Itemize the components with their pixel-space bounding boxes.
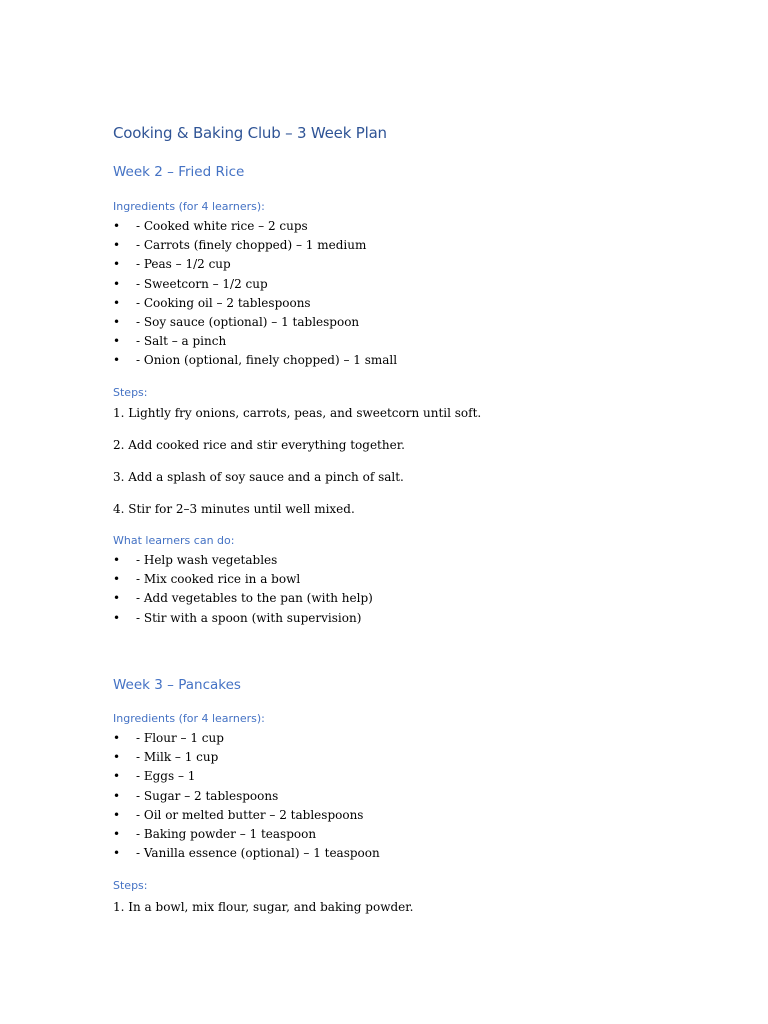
bullet-icon: • [113, 731, 121, 745]
ingredient-text: - Baking powder – 1 teaspoon [136, 826, 317, 841]
week-2-step-3: 3. Add a splash of soy sauce and a pinch of salt. [113, 470, 404, 484]
ingredient-text: - Milk – 1 cup [136, 750, 219, 765]
ingredient-text: - Eggs – 1 [136, 769, 196, 784]
bullet-icon: • [113, 276, 121, 291]
bullet-icon: • [113, 807, 121, 822]
ingredient-text: - Sugar – 2 tablespoons [136, 788, 279, 803]
bullet-icon: • [113, 750, 121, 765]
ingredient-text: - Onion (optional, finely chopped) – 1 small [136, 353, 398, 368]
week-2-step-1: 1. Lightly fry onions, carrots, peas, and sweetcorn until soft. [113, 406, 482, 420]
learner-task-text: - Help wash vegetables [136, 553, 278, 567]
bullet-icon: • [113, 295, 121, 310]
bullet-icon: • [113, 591, 121, 606]
week-2-ingredients-heading: Ingredients (for 4 learners): [113, 200, 265, 213]
learner-task-text: - Stir with a spoon (with supervision) [136, 610, 362, 625]
week-2-learners-heading: What learners can do: [113, 534, 235, 547]
bullet-icon: • [113, 238, 121, 253]
bullet-icon: • [113, 334, 121, 349]
week-2-steps-heading: Steps: [113, 386, 148, 399]
bullet-icon: • [113, 826, 121, 841]
week-3-heading: Week 3 – Pancakes [113, 677, 241, 693]
week-3-ingredients-heading: Ingredients (for 4 learners): [113, 712, 265, 725]
bullet-icon: • [113, 788, 121, 803]
bullet-icon: • [113, 610, 121, 625]
ingredient-text: - Salt – a pinch [136, 334, 227, 349]
bullet-icon: • [113, 257, 121, 272]
ingredient-text: - Soy sauce (optional) – 1 tablespoon [136, 314, 360, 329]
bullet-icon: • [113, 572, 121, 587]
week-3-steps-heading: Steps: [113, 879, 148, 892]
ingredient-text: - Sweetcorn – 1/2 cup [136, 276, 268, 291]
bullet-icon: • [113, 846, 121, 861]
bullet-icon: • [113, 353, 121, 368]
ingredient-text: - Carrots (finely chopped) – 1 medium [136, 238, 367, 253]
learner-task-text: - Add vegetables to the pan (with help) [136, 591, 373, 606]
ingredient-text: - Flour – 1 cup [136, 731, 224, 745]
ingredient-text: - Peas – 1/2 cup [136, 257, 231, 272]
week-3-step-1: 1. In a bowl, mix flour, sugar, and baking powder. [113, 900, 414, 914]
bullet-icon: • [113, 769, 121, 784]
bullet-icon: • [113, 553, 121, 567]
week-2-heading: Week 2 – Fried Rice [113, 164, 245, 180]
ingredient-text: - Oil or melted butter – 2 tablespoons [136, 807, 364, 822]
learner-task-text: - Mix cooked rice in a bowl [136, 572, 301, 587]
bullet-icon: • [113, 314, 121, 329]
bullet-icon: • [113, 219, 121, 233]
document-title: Cooking & Baking Club – 3 Week Plan [113, 124, 387, 142]
week-2-step-4: 4. Stir for 2–3 minutes until well mixed. [113, 502, 355, 516]
ingredient-text: - Cooking oil – 2 tablespoons [136, 295, 311, 310]
ingredient-text: - Vanilla essence (optional) – 1 teaspoon [136, 846, 380, 861]
week-2-step-2: 2. Add cooked rice and stir everything together. [113, 438, 405, 452]
ingredient-text: - Cooked white rice – 2 cups [136, 219, 308, 233]
